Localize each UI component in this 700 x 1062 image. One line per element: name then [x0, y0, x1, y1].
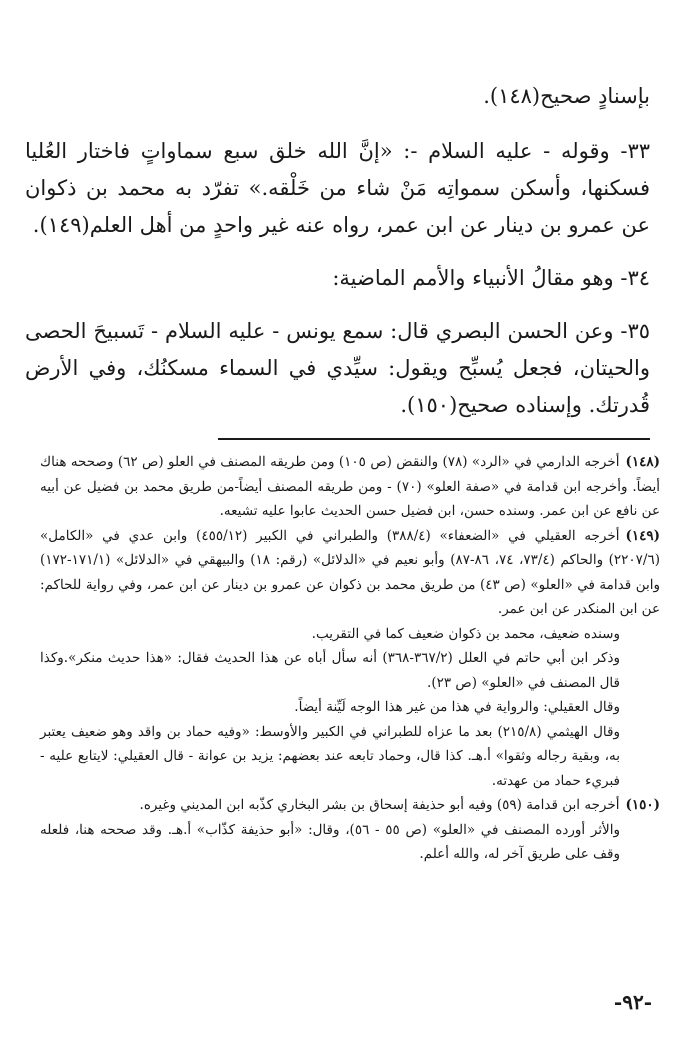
paragraph-33: ٣٣- وقوله - عليه السلام -: «إنَّ الله خلق سبع سماواتٍ فاختار العُليا فسكنها، وأسكن سمواتِه مَنْ شاء من خَلْقه.» تفرّد به محمد بن ذكوان عن عمرو بن دينار عن ابن عمر، رواه عنه غير واحدٍ من أهل العلم(١٤٩).	[25, 139, 650, 237]
footnote-divider	[218, 438, 650, 440]
footnote-number: (١٤٩)	[625, 527, 660, 544]
paragraph-35: ٣٥- وعن الحسن البصري قال: سمع يونس - عليه السلام - تَسبيحَ الحصى والحيتان، فجعل يُسبِّح ويقول: سيِّدي في السماء مسكنُك، وفي الأرض قُدرتك. وإسناده صحيح(١٥٠).	[25, 319, 650, 417]
footnote-text: أخرجه ابن قدامة (٥٩) وفيه أبو حذيفة إسحاق بن بشر البخاري كذّبه ابن المديني وغيره.	[139, 797, 620, 813]
footnote-150-para: والأثر أورده المصنف في «العلو» (ص ٥٥ - ٥٦)، وقال: «أبو حذيفة كذّاب» أ.هـ. وقد صححه هنا، فلعله وقف على طريق آخر له، والله أعلم.	[40, 821, 620, 862]
page-number: -٩٢-	[613, 990, 652, 1014]
footnote-text: أخرجه الدارمي في «الرد» (٧٨) والنقض (ص ١٠٥) ومن طريقه المصنف في العلو (ص ٦٢) وصححه هناك أيضاً. وأخرجه ابن قدامة في «صفة العلو» (٧٠) - ومن طريقه المصنف أيضاً-من طريق محمد بن فضيل عن أبيه عن نافع عن ابن عمر. وسنده حسن، ابن فضيل حسن الحديث عابوا عليه تشيعه.	[40, 454, 660, 519]
footnote-149-para: وقال الهيثمي (٢١٥/٨) بعد ما عزاه للطبراني في الكبير والأوسط: «وفيه حماد بن واقد وهو ضعيف يعتبر به، وبقية رجاله وثقوا» أ.هـ. كذا قال، وحماد تابعه عند بعضهم: يزيد بن عوانة - قال العقيلي: لايتابع عليه - فبريء حماد من عهدته.	[40, 723, 620, 789]
footnote-148	[40, 450, 660, 524]
footnote-150	[40, 793, 660, 818]
footnote-149	[40, 524, 660, 622]
paragraph-continuation: بإسنادٍ صحيح(١٤٨).	[483, 84, 650, 108]
footnote-number: (١٤٨)	[625, 454, 661, 470]
footnote-149-para: وسنده ضعيف، محمد بن ذكوان ضعيف كما في التقريب.	[311, 625, 620, 642]
main-text	[25, 78, 650, 440]
footnote-149-para: وقال العقيلي: والرواية في هذا من غير هذا الوجه لَيِّنة أيضاً.	[294, 699, 620, 715]
footnote-text: أخرجه العقيلي في «الضعفاء» (٣٨٨/٤) والطبراني في الكبير (٤٥٥/١٢) وابن عدي في «الكامل» (٢٢٠٧/٦) والحاكم (٧٣/٤، ٧٤، ٨٦-٨٧) وأبو نعيم في «الدلائل» (رقم: ١٨) والبيهقي في «الدلائل» (١٧١/١-١٧٢) وابن قدامة في «العلو» (ص ٤٣) من طريق محمد بن ذكوان عن عمرو بن دينار عن ابن عمر، وفي رواية للحاكم: عن ابن المنكدر عن ابن عمر.	[40, 527, 660, 617]
footnote-number: (١٥٠)	[625, 797, 660, 813]
paragraph-34: ٣٤- وهو مقالُ الأنبياء والأمم الماضية:	[332, 266, 650, 290]
footnote-149-para: وذكر ابن أبي حاتم في العلل (٣٦٧/٢-٣٦٨) أنه سأل أباه عن هذا الحديث فقال: «هذا حديث منكر».وكذا قال المصنف في «العلو» (ص ٢٣).	[40, 650, 620, 691]
footnotes	[40, 450, 660, 867]
